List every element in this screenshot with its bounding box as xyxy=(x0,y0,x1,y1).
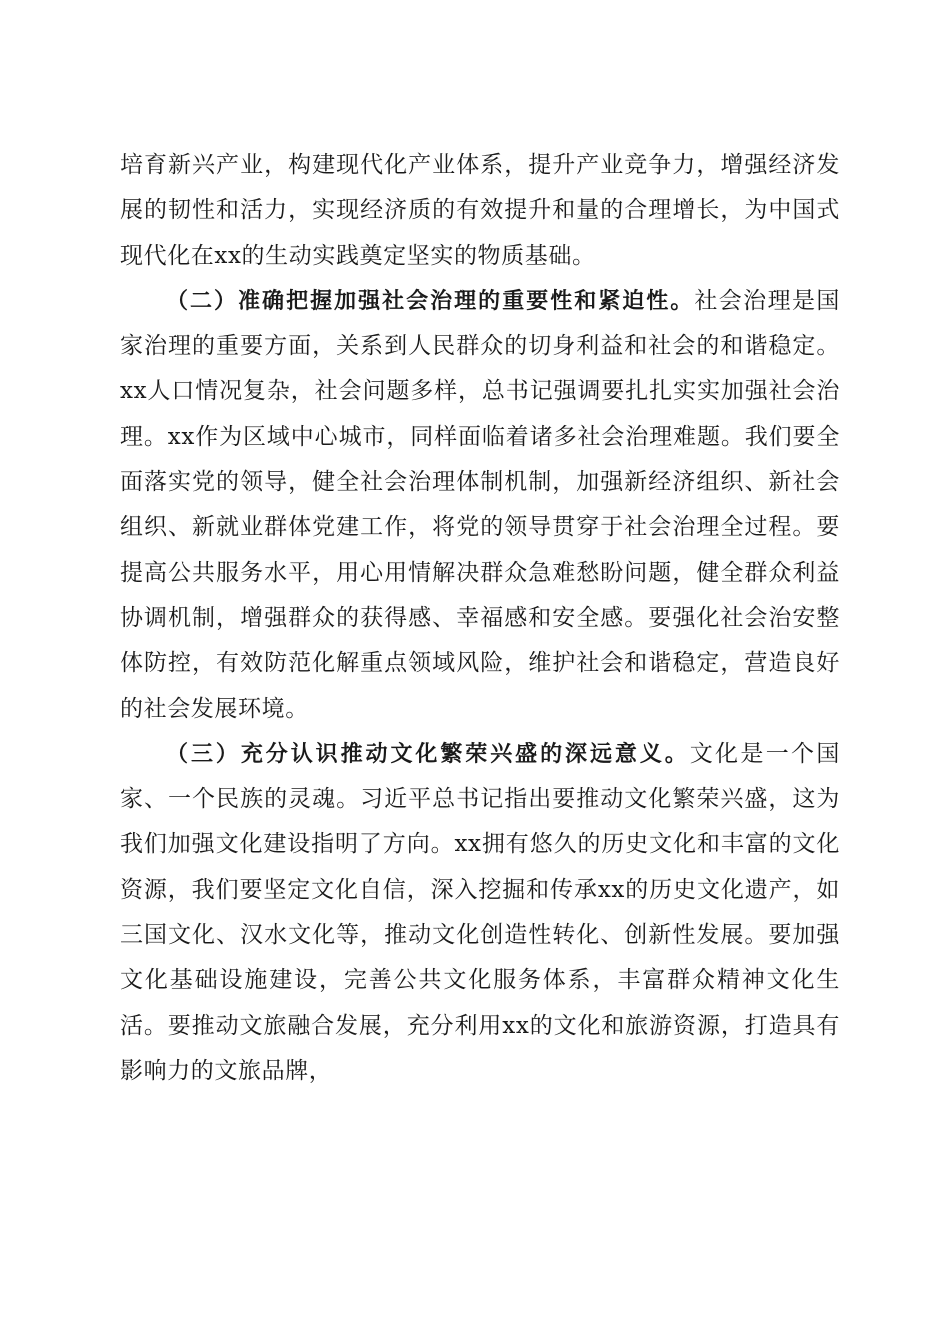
paragraph-text: 文化是一个国家、一个民族的灵魂。习近平总书记指出要推动文化繁荣兴盛，这为我们加强文化建设指明了方向。xx拥有悠久的历史文化和丰富的文化资源，我们要坚定文化自信，深入挖掘和传承xx的历史文化遗产，如三国文化、汉水文化等，推动文化创造性转化、创新性发展。要加强文化基础设施建设，完善公共文化服务体系，丰富群众精神文化生活。要推动文旅融合发展，充分利用xx的文化和旅游资源，打造具有影响力的文旅品牌， xyxy=(120,740,840,1084)
section-heading-social-governance: （二）准确把握加强社会治理的重要性和紧迫性。 xyxy=(166,288,695,314)
paragraph-social-governance xyxy=(120,279,840,732)
paragraph-text: 社会治理是国家治理的重要方面，关系到人民群众的切身利益和社会的和谐稳定。xx人口情况复杂，社会问题多样，总书记强调要扎扎实实加强社会治理。xx作为区域中心城市，同样面临着诸多社会治理难题。我们要全面落实党的领导，健全社会治理体制机制，加强新经济组织、新社会组织、新就业群体党建工作，将党的领导贯穿于社会治理全过程。要提高公共服务水平，用心用情解决群众急难愁盼问题，健全群众利益协调机制，增强群众的获得感、幸福感和安全感。要强化社会治安整体防控，有效防范化解重点领域风险，维护社会和谐稳定，营造良好的社会发展环境。 xyxy=(120,287,840,722)
document-body xyxy=(120,143,840,1094)
paragraph-text: 培育新兴产业，构建现代化产业体系，提升产业竞争力，增强经济发展的韧性和活力，实现经济质的有效提升和量的合理增长，为中国式现代化在xx的生动实践奠定坚实的物质基础。 xyxy=(120,152,840,269)
section-heading-culture: （三）充分认识推动文化繁荣兴盛的深远意义。 xyxy=(166,741,690,767)
paragraph-economy-continued xyxy=(120,143,840,279)
paragraph-culture xyxy=(120,732,840,1094)
